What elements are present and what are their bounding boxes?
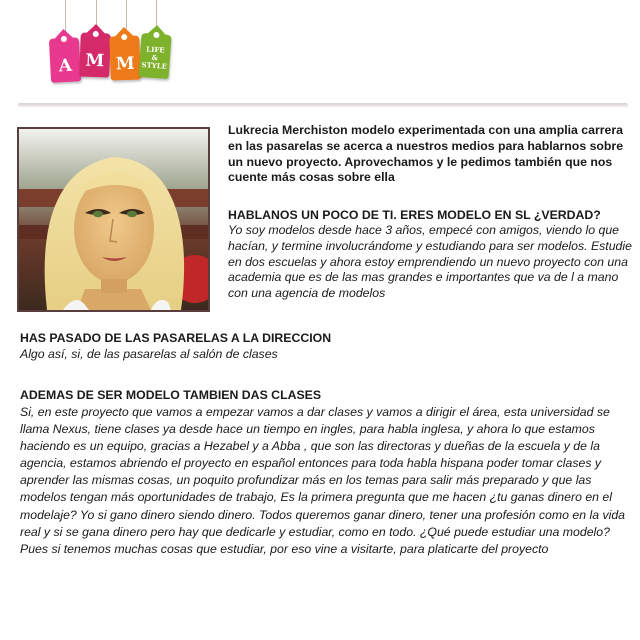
answer-text: Yo soy modelos desde hace 3 años, empecé con amigos, viendo lo que hacían, y termine involucrándome y estudiando para ser modelos. Estudie en dos escuelas y ahora estoy emprendiendo un nuevo proyecto con una academia que es de las mas grandes e importantes que va de l a mano con una agencia de modelos (228, 223, 632, 301)
model-portrait (17, 127, 210, 312)
question-heading: HAS PASADO DE LAS PASARELAS A LA DIRECCION (20, 331, 332, 345)
question-heading: HABLANOS UN POCO DE TI. ERES MODELO EN SL ¿VERDAD? (228, 208, 601, 222)
amm-logo (48, 0, 178, 96)
logo-tag-a: A (49, 37, 81, 83)
answer-text: Si, en este proyecto que vamos a empezar vamos a dar clases y vamos a dirigir el área, esta universidad se llama Nexus, tiene clases ya desde hace un tiempo en ingles, para habla inglesa, y ahora lo que estamos haciendo es un equipo, gracias a Hezabel y a Abba , que son las directoras y dueñas de la escuela y de la agencia, estamos abriendo el proyecto en español entonces para toda habla hispana poder tomar clases y aprender las mismas cosas, un poquito profundizar más en los temas para salir más preparado y que las modelos tengan más oportunidades de trabajo, Es la primera pregunta que me hacen ¿tu ganas dinero en el modelaje? Yo si gano dinero siendo dinero. Todos queremos ganar dinero, tener una profesión como en la vida real y si se gana dinero pero hay que dedicarle y estudiar, como en todo. ¿Qué puede estudiar una modelo? Pues si tenemos muchas cosas que estudiar, por eso vine a visitarte, para platicarte del proyecto (20, 405, 626, 556)
question-heading: ADEMAS DE SER MODELO TAMBIEN DAS CLASES (20, 388, 322, 402)
answer-text: Algo así, si, de las pasarelas al salón de clases (20, 347, 278, 361)
logo-tag-life-style: LIFE & STYLE (139, 33, 172, 79)
logo-tag-m: M (109, 35, 141, 80)
logo-tag-m: M (79, 32, 111, 77)
header-divider (18, 103, 628, 107)
article-lead: Lukrecia Merchiston modelo experimentada con una amplia carrera en las pasarelas se acerca a nuestros medios para hablarnos sobre un nuevo proyecto. Aprovechamos y le pedimos también que nos cuente más cosas sobre ella (228, 123, 624, 185)
portrait-image (19, 129, 208, 310)
